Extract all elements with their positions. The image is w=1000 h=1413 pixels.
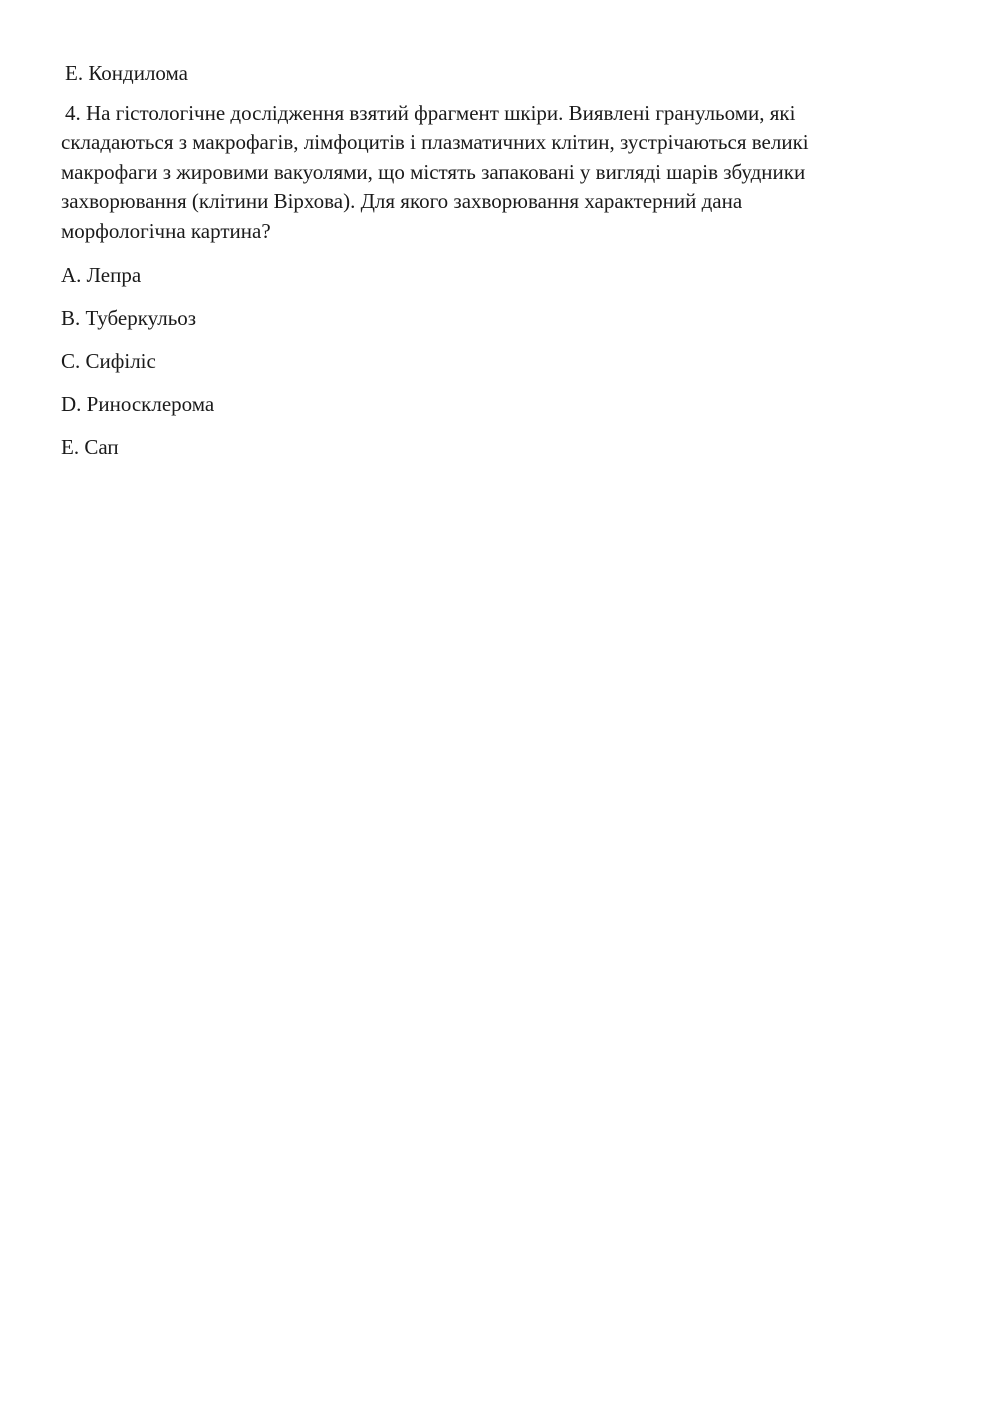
question-line: захворювання (клітини Вірхова). Для якого захворювання характерний дана: [61, 189, 743, 214]
option-b: B. Туберкульоз: [61, 306, 197, 330]
option-e: E. Сап: [61, 435, 119, 459]
option-a: A. Лепра: [61, 263, 142, 287]
question-line: морфологічна картина?: [61, 218, 271, 243]
question-line: складаються з макрофагів, лімфоцитів і плазматичних клітин, зустрічаються великі: [61, 130, 809, 155]
question-line: 4. На гістологічне дослідження взятий фрагмент шкіри. Виявлені гранульоми, які: [65, 101, 796, 125]
option-d: D. Риносклерома: [61, 392, 215, 416]
previous-option-e: E. Кондилома: [65, 61, 188, 85]
question-line: макрофаги з жировими вакуолями, що містять запаковані у вигляді шарів збудники: [61, 159, 806, 184]
option-c: C. Сифіліс: [61, 349, 156, 373]
question-4: [61, 99, 921, 246]
